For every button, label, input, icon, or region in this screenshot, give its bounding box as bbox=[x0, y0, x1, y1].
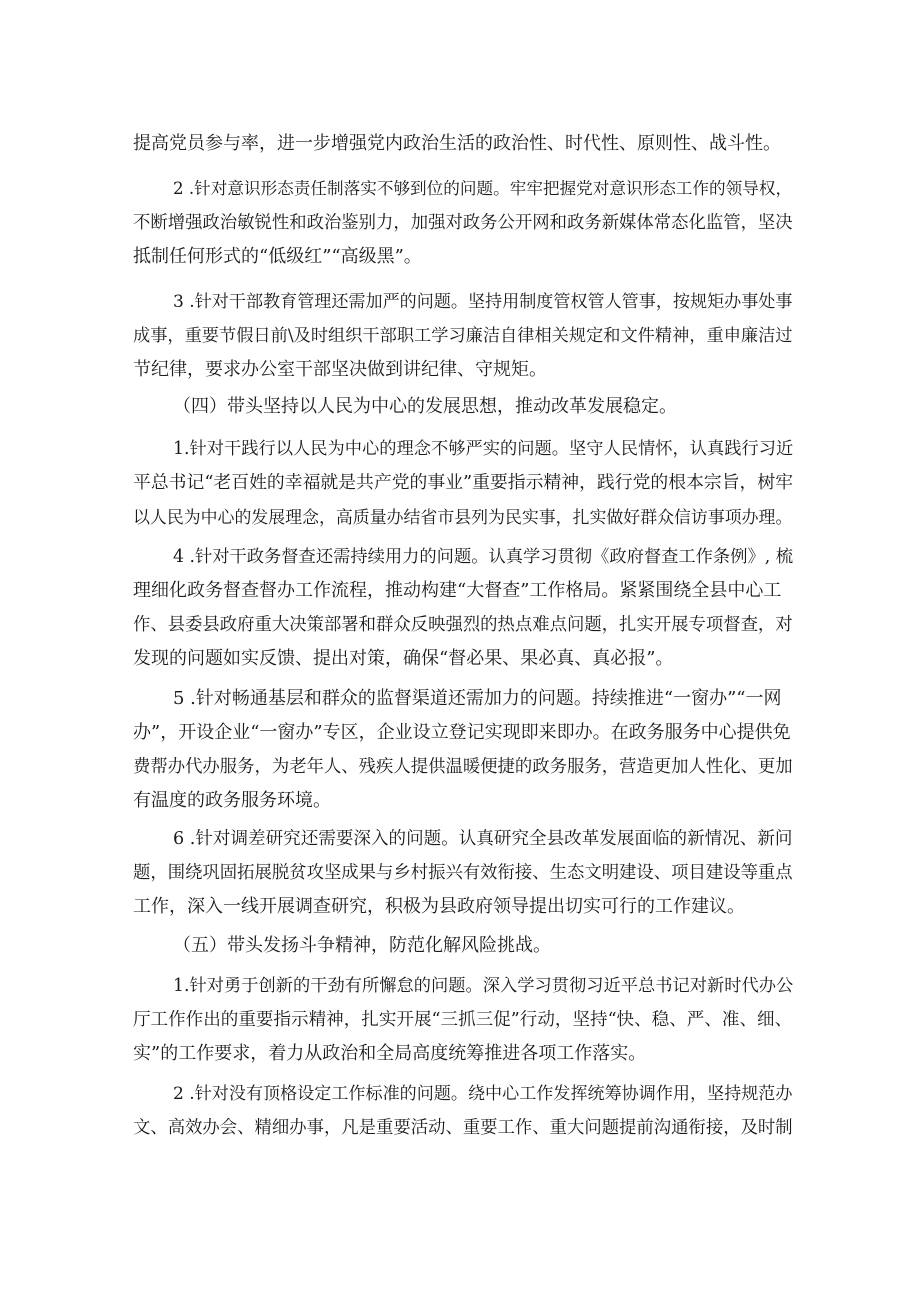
paragraph-item-4-supervision bbox=[133, 540, 793, 676]
text-line: 不断增强政治敏锐性和政治鉴别力，加强对政务公开网和政务新媒体常态化监管，坚决 bbox=[133, 213, 793, 233]
text-line: 2 .针对没有顶格设定工作标准的问题。绕中心工作发挥统筹协调作用，坚持规范办 bbox=[173, 1084, 793, 1104]
paragraph-continuation bbox=[133, 127, 793, 161]
text-line: （五）带头发扬斗争精神，防范化解风险挑战。 bbox=[173, 935, 551, 956]
text-line: 成事，重要节假日前\及时组织干部职工学习廉洁自律相关规定和文件精神，重申廉洁过 bbox=[133, 326, 793, 346]
text-line: 办”，开设企业“一窗办”专区，企业设立登记实现即来即办。在政务服务中心提供免 bbox=[133, 722, 791, 743]
text-line: 4 .针对干政务督查还需持续用力的问题。认真学习贯彻《政府督查工作条例》, 梳 bbox=[173, 547, 793, 567]
paragraph-item-2-work-standards bbox=[133, 1077, 793, 1145]
text-line: 1.针对勇于创新的干劲有所懈怠的问题。深入学习贯彻习近平总书记对新时代办公 bbox=[173, 976, 794, 996]
text-line: 平总书记“老百姓的幸福就是共产党的事业”重要指示精神，践行党的根本宗旨，树牢 bbox=[133, 472, 794, 493]
paragraph-item-6-research bbox=[133, 822, 793, 924]
text-line: 工作，深入一线开展调查研究，积极为县政府领导提出切实可行的工作建议。 bbox=[133, 896, 745, 917]
text-line: 题，围绕巩固拓展脱贫攻坚成果与乡村振兴有效衔接、生态文明建设、项目建设等重点 bbox=[133, 863, 793, 883]
text-line: 有温度的政务服务环境。 bbox=[133, 790, 331, 811]
text-line: 理细化政务督查督办工作流程，推动构建“大督查”工作格局。紧紧围绕全县中心工 bbox=[133, 580, 782, 601]
paragraph-item-1-people-centered bbox=[133, 432, 793, 534]
text-line: 文、高效办会、精细办事，凡是重要活动、重要工作、重大问题提前沟通衔接，及时制 bbox=[133, 1118, 793, 1138]
section-heading-4 bbox=[133, 390, 793, 424]
text-line: 节纪律，要求办公室干部坚决做到讲纪律、守规矩。 bbox=[133, 359, 547, 380]
paragraph-item-5-oversight-channels bbox=[133, 682, 793, 818]
paragraph-item-2-ideology bbox=[133, 172, 793, 274]
text-line: （四）带头坚持以人民为中心的发展思想，推动改革发展稳定。 bbox=[173, 396, 677, 417]
text-line: 5 .针对畅通基层和群众的监督渠道还需加力的问题。持续推进“一窗办”“一网 bbox=[173, 688, 782, 709]
paragraph-item-3-cadre-education bbox=[133, 285, 793, 387]
text-line: 费帮办代办服务，为老年人、残疾人提供温暖便捷的政务服务，营造更加人性化、更加 bbox=[133, 757, 793, 777]
text-line: 1.针对干践行以人民为中心的理念不够严实的问题。坚守人民情怀，认真践行习近 bbox=[173, 439, 794, 459]
section-heading-5 bbox=[133, 929, 793, 963]
text-line: 作、县委县政府重大决策部署和群众反映强烈的热点难点问题，扎实开展专项督查，对 bbox=[133, 615, 793, 635]
paragraph-item-1-innovation bbox=[133, 969, 793, 1071]
text-line: 提高党员参与率，进一步增强党内政治生活的政治性、时代性、原则性、战斗性。 bbox=[133, 133, 781, 154]
text-line: 3 .针对干部教育管理还需加严的问题。坚持用制度管权管人管事，按规矩办事处事 bbox=[173, 292, 793, 312]
text-line: 2 .针对意识形态责任制落实不够到位的问题。牢牢把握党对意识形态工作的领导权， bbox=[173, 179, 793, 198]
text-line: 6 .针对调差研究还需要深入的问题。认真研究全县改革发展面临的新情况、新问 bbox=[173, 829, 793, 849]
text-line: 以人民为中心的发展理念，高质量办结省市县列为民实事，扎实做好群众信访事项办理。 bbox=[133, 507, 793, 527]
text-line: 抵制任何形式的“低级红”“高级黑”。 bbox=[133, 246, 422, 267]
text-line: 实”的工作要求，着力从政治和全局高度统筹推进各项工作落实。 bbox=[133, 1043, 647, 1064]
text-line: 厅工作作出的重要指示精神，扎实开展“三抓三促”行动，坚持“快、稳、严、准、细、 bbox=[133, 1010, 793, 1030]
text-line: 发现的问题如实反馈、提出对策，确保“督必果、果必真、真必报”。 bbox=[133, 648, 674, 669]
